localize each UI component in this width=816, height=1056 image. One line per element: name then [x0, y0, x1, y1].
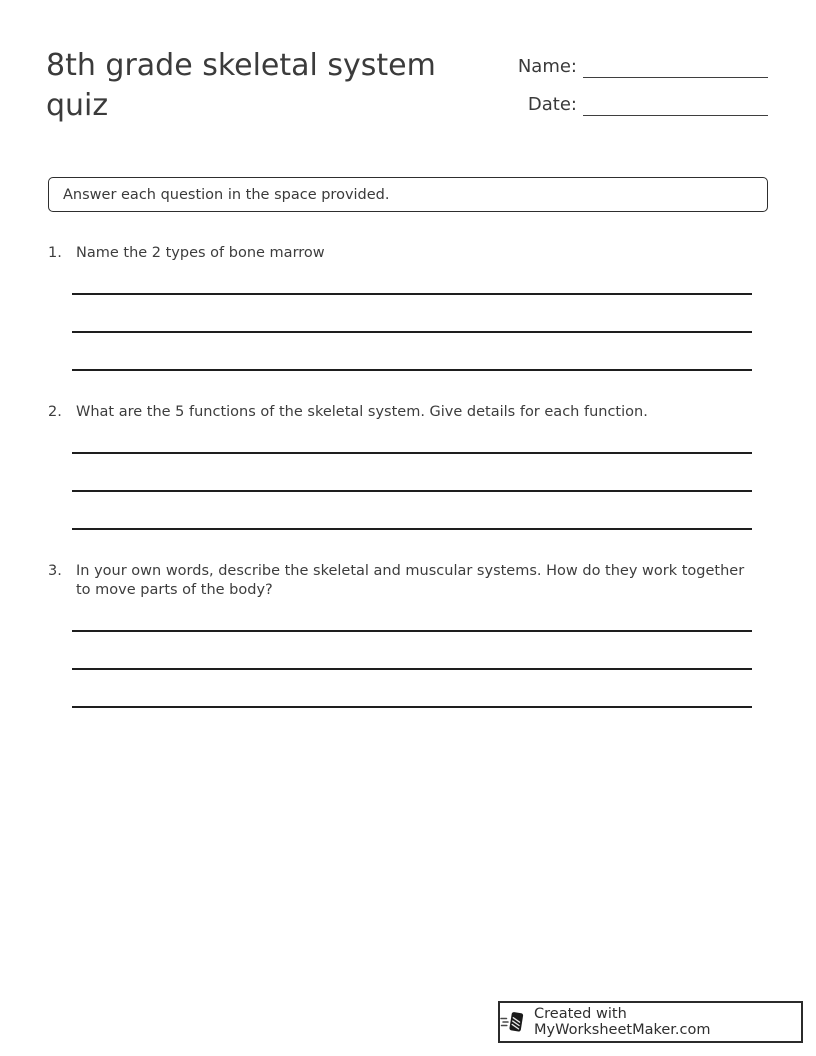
instructions-text: Answer each question in the space provided.	[63, 186, 390, 203]
date-row	[508, 86, 768, 116]
name-date-block	[508, 48, 768, 124]
answer-line	[72, 422, 752, 454]
question	[48, 244, 752, 371]
question-text: What are the 5 functions of the skeletal system. Give details for each function.	[76, 404, 648, 420]
question-text-row	[48, 403, 752, 422]
date-label: Date:	[527, 94, 577, 116]
instructions-box	[48, 177, 768, 212]
name-label: Name:	[517, 56, 577, 78]
credit-box	[498, 1001, 803, 1043]
question	[48, 562, 752, 708]
answer-lines	[72, 422, 752, 530]
question-text: In your own words, describe the skeletal and muscular systems. How do they work together to move parts of the body?	[76, 563, 745, 598]
answer-lines	[72, 600, 752, 708]
name-row	[508, 48, 768, 78]
name-fill-line	[583, 53, 768, 78]
questions-list	[48, 244, 752, 708]
question-number: 2.	[48, 404, 62, 420]
question-number: 3.	[48, 563, 62, 579]
answer-line	[72, 454, 752, 492]
page-title: 8th grade skeletal system quiz	[46, 48, 436, 123]
question-number: 1.	[48, 245, 62, 261]
flying-worksheet-icon	[500, 1009, 526, 1035]
answer-line	[72, 263, 752, 295]
question-text: Name the 2 types of bone marrow	[76, 245, 325, 261]
question-text-row	[48, 562, 752, 600]
credit-text: Created with MyWorksheetMaker.com	[534, 1006, 711, 1038]
question	[48, 403, 752, 530]
date-fill-line	[583, 91, 768, 116]
answer-line	[72, 295, 752, 333]
answer-line	[72, 600, 752, 632]
answer-lines	[72, 263, 752, 371]
question-text-row	[48, 244, 752, 263]
answer-line	[72, 670, 752, 708]
answer-line	[72, 492, 752, 530]
answer-line	[72, 333, 752, 371]
answer-line	[72, 632, 752, 670]
